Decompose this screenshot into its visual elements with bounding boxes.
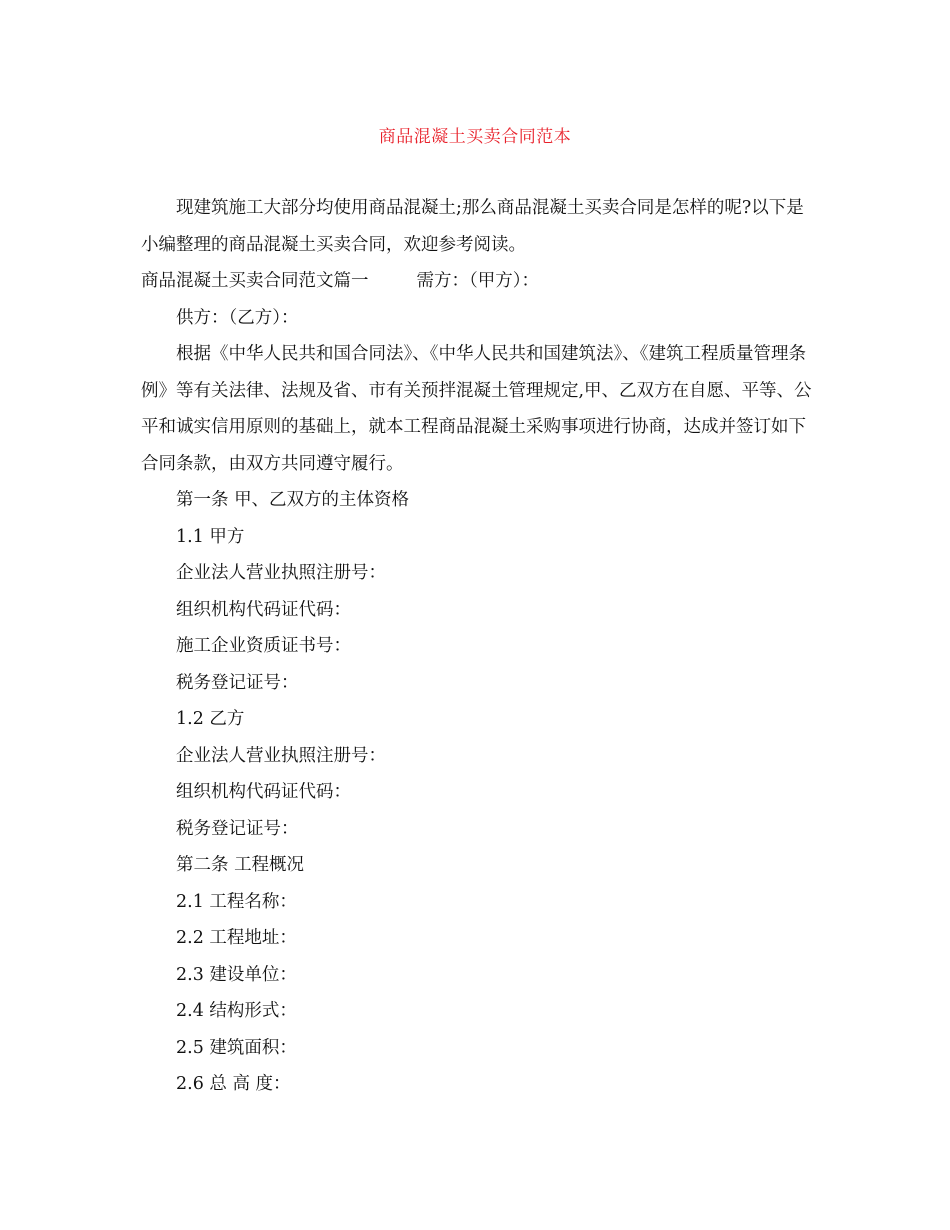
intro-paragraph: 现建筑施工大部分均使用商品混凝土;那么商品混凝土买卖合同是怎样的呢?以下是小编整理的商品混凝土买卖合同，欢迎参考阅读。 — [141, 198, 804, 255]
clause-2-1: 2.1 工程名称： — [176, 891, 297, 912]
document-body — [141, 190, 813, 1103]
clause-2-5: 2.5 建筑面积： — [176, 1037, 297, 1058]
field-buyer-tax: 税务登记证号： — [176, 672, 299, 693]
field-supplier-license: 企业法人营业执照注册号： — [176, 745, 386, 766]
field-supplier-tax: 税务登记证号： — [176, 818, 299, 839]
clause-2-4: 2.4 结构形式： — [176, 1001, 297, 1021]
section-heading-line — [141, 263, 813, 300]
article-2-heading: 第二条 工程概况 — [176, 855, 305, 875]
clause-1-2: 1.2 乙方 — [176, 709, 245, 729]
field-buyer-qualification: 施工企业资质证书号： — [176, 636, 351, 656]
supplier-label: 供方：（乙方）： — [176, 307, 299, 328]
clause-2-6: 2.6 总 高 度： — [176, 1074, 291, 1094]
clause-1-1: 1.1 甲方 — [176, 526, 245, 547]
clause-2-2: 2.2 工程地址： — [176, 928, 297, 948]
article-1-heading: 第一条 甲、乙双方的主体资格 — [176, 490, 410, 510]
document-title: 商品混凝土买卖合同范本 — [378, 127, 572, 147]
buyer-label: 需方：（甲方）： — [416, 271, 539, 291]
field-supplier-org-code: 组织机构代码证代码： — [176, 782, 351, 802]
section-heading: 商品混凝土买卖合同范文篇一 — [141, 271, 369, 291]
field-buyer-org-code: 组织机构代码证代码： — [176, 599, 351, 620]
field-buyer-license: 企业法人营业执照注册号： — [176, 563, 386, 583]
clause-2-3: 2.3 建设单位： — [176, 964, 297, 985]
preamble-paragraph: 根据《中华人民共和国合同法》、《中华人民共和国建筑法》、《建筑工程质量管理条例》等有关法律、法规及省、市有关预拌混凝土管理规定,甲、乙双方在自愿、平等、公平和诚实信用原则的基础上，就本工程商品混凝土采购事项进行协商，达成并签订如下合同条款，由双方共同遵守履行。 — [141, 344, 812, 474]
